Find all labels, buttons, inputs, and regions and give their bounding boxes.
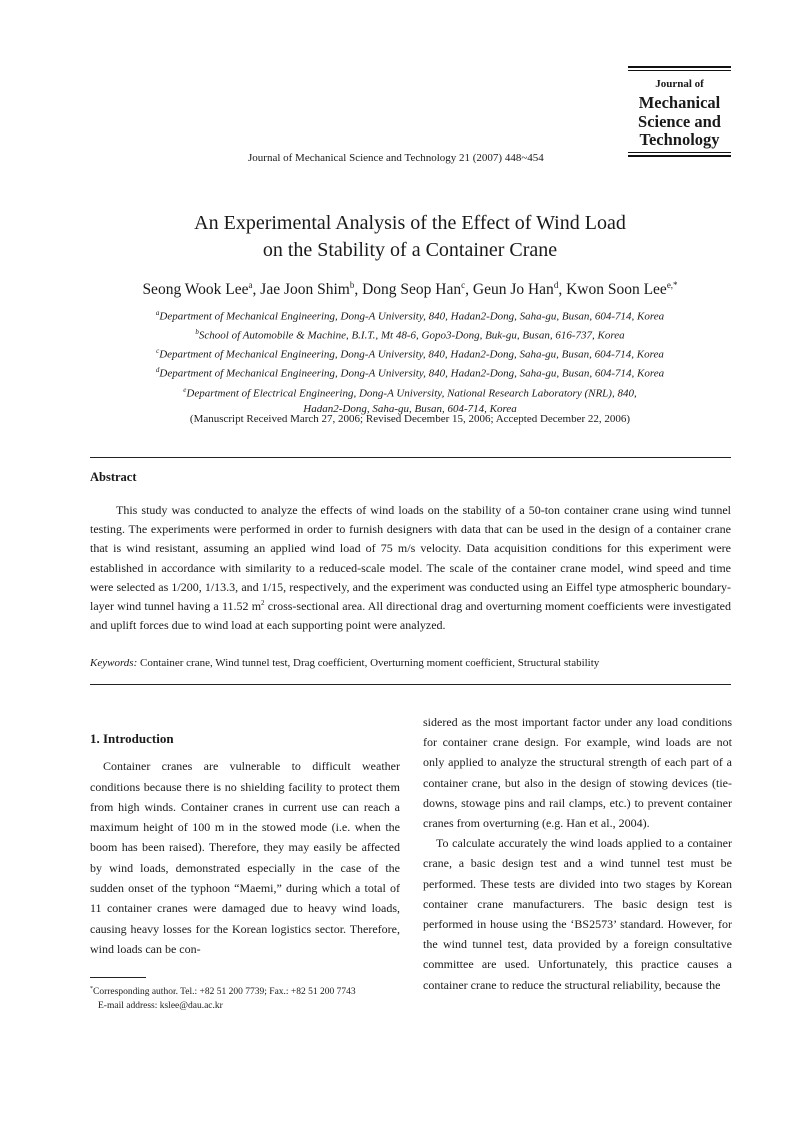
journal-logo-line2: Science and (638, 111, 721, 131)
body-paragraph: Container cranes are vulnerable to difficult weather conditions because there is no shielding facility to protect them from high winds. Container cranes in current use can reach a maximum height of 100 m in the stowed mode (i.e. when the boom has been raised). Therefore, they may easily be affected by wind loads, demonstrated especially in the case of the sudden onset of the typhoon “Maemi,” during which a total of 11 container cranes were damaged due to heavy wind loads, causing heavy losses for the Korean logistics sector. Therefore, wind loads can be con- (90, 759, 400, 956)
body-column-right (423, 712, 732, 995)
journal-logo-title (628, 94, 731, 150)
journal-logo-line1: Mechanical (638, 93, 721, 112)
author-name: Seong Wook Lee (142, 281, 249, 299)
author-name: Jae Joon Shim (260, 281, 350, 299)
keywords-text: Container crane, Wind tunnel test, Drag coefficient, Overturning moment coefficient, Structural stability (137, 657, 600, 669)
keywords (90, 657, 731, 669)
paper-title-line2: on the Stability of a Container Crane (262, 239, 558, 261)
author-name: Kwon Soon Lee (566, 281, 667, 299)
affiliation-item: $^b$School of Automobile & Machine, B.I.T., Mt 48-6, Gopo3-Dong, Buk-gu, Busan, 616-737, Korea (195, 328, 625, 342)
affiliation-item: $^a$Department of Mechanical Engineering, Dong-A University, 840, Hadan2-Dong, Saha-gu, Busan, 604-714, Korea (155, 309, 665, 323)
logo-rule-top-thin (628, 70, 731, 71)
journal-citation: Journal of Mechanical Science and Technology 21 (2007) 448~454 (248, 152, 544, 164)
footnote-email: E-mail address: kslee@dau.ac.kr (98, 1001, 223, 1012)
body-paragraph: sidered as the most important factor under any load conditions for container crane design. For example, wind loads are not only applied to analyze the structural strength of each part of a container crane, but also in the design of stowing devices (tie-downs, stowage pins and rail clamps, etc.) to prevent container cranes from overturning (e.g. Han et al., 2004). (423, 715, 732, 831)
abstract-heading: Abstract (90, 470, 137, 484)
logo-rule-bottom-thin (628, 152, 731, 153)
section-heading: 1. Introduction (90, 731, 174, 746)
author-sup: c (461, 280, 466, 290)
author-sup: e,* (666, 280, 678, 290)
affiliation-item: $^d$Department of Mechanical Engineering, Dong-A University, 840, Hadan2-Dong, Saha-gu, Busan, 604-714, Korea (155, 366, 665, 381)
paper-title-line1: An Experimental Analysis of the Effect of Wind Load (194, 212, 626, 234)
body-column-left (90, 712, 400, 959)
author-list: Seong Wook Lee$^a$, Jae Joon Shim$^b$, Dong Seop Han$^c$, Geun Jo Han$^d$, Kwon Soon Lee$^{e,*}$ (142, 280, 678, 299)
divider (90, 684, 731, 685)
footnote-rule (90, 977, 146, 978)
manuscript-dates: (Manuscript Received March 27, 2006; Revised December 15, 2006; Accepted December 22, 2006) (189, 413, 631, 425)
footnote-corresponding: *Corresponding author. Tel.: +82 51 200 7739; Fax.: +82 51 200 7743 (90, 986, 356, 998)
affiliation-item: $^e$Department of Electrical Engineering, Dong-A University, National Research Laboratory (NRL), 840, (183, 385, 637, 400)
author-name: Dong Seop Han (362, 281, 462, 299)
author-sup: d (553, 280, 559, 290)
journal-logo-of: Journal of (655, 78, 704, 90)
body-paragraph: To calculate accurately the wind loads applied to a container crane, a basic design test and a wind tunnel test must be performed. These tests are divided into two stages by Korean container crane manufacturers. The basic design test is performed in house using the ‘BS2573’ standard. However, for the wind tunnel test, data provided by a foreign consultative committee are used. Unfortunately, this practice causes a container crane to reduce the structural reliability, because the (423, 836, 732, 992)
affiliation-item: $^c$Department of Mechanical Engineering, Dong-A University, 840, Hadan2-Dong, Saha-gu, Busan, 604-714, Korea (156, 347, 664, 361)
logo-rule-bottom (628, 155, 731, 157)
paper-title (90, 210, 730, 264)
footnote (90, 982, 400, 1014)
abstract-text: This study was conducted to analyze the effects of wind loads on the stability of a 50-ton container crane using wind tunnel testing. The experiments were performed in order to furnish designers with data that can be used in the design of a container crane that is wind resistant, assuming an applied wind load of 75 m/s velocity. Data acquisition conditions for this experiment were established in accordance with similarity to a reduced-scale model. The scale of the container crane model, wind speed and time were selected as 1/200, 1/13.3, and 1/15, respectively, and the experiment was conducted using an Eiffel type atmospheric boundary-layer wind tunnel having a 11.52 $m^2$ cross-sectional area. All directional drag and overturning moment coefficients were investigated and uplift forces due to wind load at each supporting point were analyzed. (90, 503, 731, 633)
logo-rule-top (628, 66, 731, 68)
affiliation-item-cont: Hadan2-Dong, Saha-gu, Busan, 604-714, Korea (303, 402, 517, 415)
keywords-label: Keywords: (90, 657, 138, 669)
divider (90, 457, 731, 458)
author-name: Geun Jo Han (472, 281, 554, 299)
author-sup: a (248, 280, 253, 290)
affiliation-list (90, 306, 730, 417)
journal-logo-line3: Technology (639, 130, 720, 149)
author-sup: b (349, 280, 355, 290)
